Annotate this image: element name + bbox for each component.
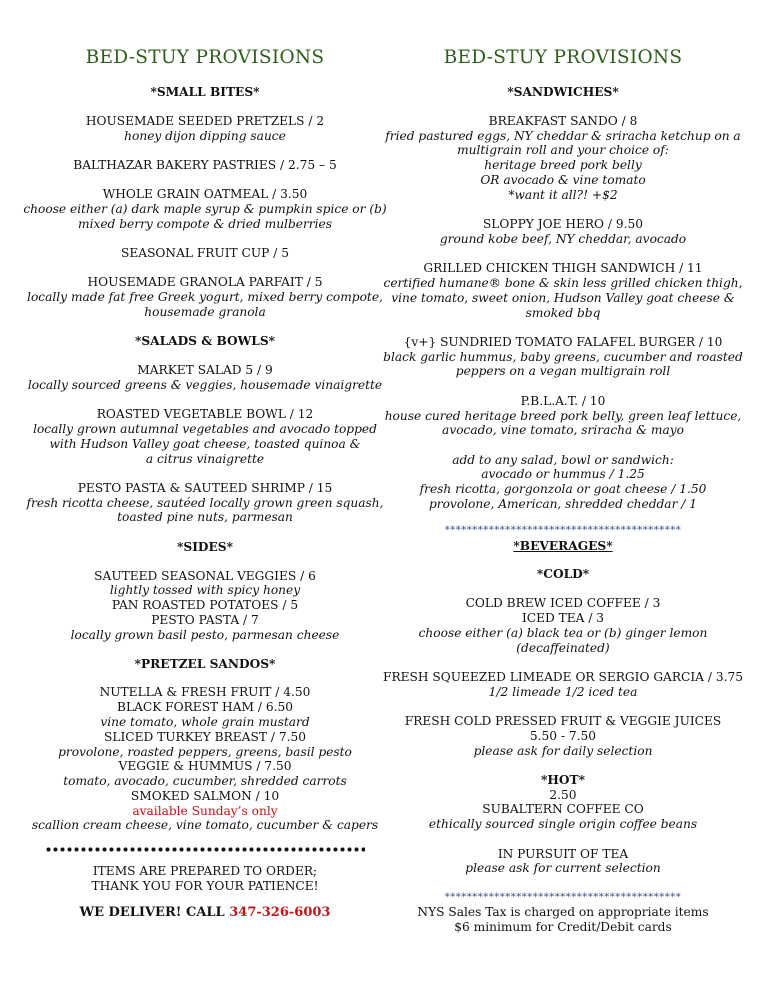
beverage-name: IN PURSUIT OF TEA — [497, 846, 629, 861]
menu-item-name: SAUTEED SEASONAL VEGGIES / 6 — [94, 568, 316, 583]
menu-item-description: fried pastured eggs, NY cheddar & sriracha ketchup on a — [385, 128, 741, 143]
beverage-name: 2.50 — [549, 787, 577, 802]
menu-item-name: NUTELLA & FRESH FRUIT / 4.50 — [99, 685, 311, 700]
beverage-description: please ask for daily selection — [473, 743, 653, 758]
menu-item-description: ground kobe beef, NY cheddar, avocado — [439, 231, 687, 246]
menu-item-name: WHOLE GRAIN OATMEAL / 3.50 — [102, 187, 308, 202]
beverage-item — [380, 596, 746, 655]
hot-beverages-list — [380, 788, 746, 891]
menu-item-description: a citrus vinaigrette — [145, 451, 265, 466]
menu-item-description: vine tomato, sweet onion, Hudson Valley goat cheese & — [391, 290, 735, 305]
menu-item-description: lightly tossed with spicy honey — [109, 583, 301, 598]
menu-item-description: locally grown basil pesto, parmesan cheese — [70, 627, 340, 642]
add-ons-list — [380, 453, 746, 512]
beverage-name: FRESH COLD PRESSED FRUIT & VEGGIE JUICES — [404, 714, 722, 728]
menu-title-left: BED-STUY PROVISIONS — [85, 47, 325, 68]
sales-tax-note: NYS Sales Tax is charged on appropriate items — [417, 905, 709, 920]
menu-item-name: GRILLED CHICKEN THIGH SANDWICH / 11 — [423, 261, 703, 276]
add-on-option: avocado or hummus / 1.25 — [481, 467, 645, 482]
menu-item-description: house cured heritage breed pork belly, green leaf lettuce, — [384, 408, 742, 423]
pretzel-sandos-list — [22, 685, 388, 833]
section-heading-cold: *COLD* — [536, 567, 590, 582]
menu-item-name: SMOKED SALMON / 10 — [130, 788, 280, 803]
menu-item — [22, 481, 388, 525]
section-heading-small-bites: *SMALL BITES* — [150, 85, 260, 99]
beverage-name: SUBALTERN COFFEE CO — [482, 802, 644, 817]
delivery-label: WE DELIVER! CALL — [79, 904, 225, 920]
menu-item-name: ROASTED VEGETABLE BOWL / 12 — [96, 407, 314, 422]
sides-list — [22, 569, 388, 643]
card-minimum-note: $6 minimum for Credit/Debit cards — [454, 920, 672, 935]
availability-note: available Sunday’s only — [132, 803, 278, 818]
sandwiches-list — [380, 114, 746, 453]
delivery-line — [22, 906, 388, 921]
beverage-description: 1/2 limeade 1/2 iced tea — [488, 684, 638, 699]
menu-item — [22, 187, 388, 231]
beverage-name: FRESH SQUEEZED LIMEADE OR SERGIO GARCIA / 3.75 — [383, 669, 743, 684]
menu-item-description: locally made fat free Greek yogurt, mixed berry compote, — [27, 290, 383, 305]
add-on-option: provolone, American, shredded cheddar / 1 — [428, 497, 698, 512]
menu-item — [22, 158, 388, 173]
menu-item-description: scallion cream cheese, vine tomato, cucumber & capers — [31, 818, 379, 833]
menu-item-name: BALTHAZAR BAKERY PASTRIES / 2.75 – 5 — [73, 157, 337, 172]
beverage-name: ICED TEA / 3 — [521, 611, 605, 626]
beverage-description: please ask for current selection — [465, 861, 661, 876]
section-heading-sides: *SIDES* — [177, 539, 233, 554]
small-bites-list — [22, 114, 388, 334]
menu-item-description: vine tomato, whole grain mustard — [100, 714, 310, 729]
menu-item-description: choose either (a) dark maple syrup & pumpkin spice or (b) — [23, 201, 387, 216]
star-divider: ******************************************* — [444, 524, 682, 536]
menu-item-description: mixed berry compote & dried mulberries — [78, 216, 332, 231]
star-divider-footer: ******************************************* — [444, 891, 682, 903]
menu-item-name: SEASONAL FRUIT CUP / 5 — [121, 246, 289, 261]
section-heading-beverages: *BEVERAGES* — [513, 538, 613, 553]
menu-item-name: PAN ROASTED POTATOES / 5 — [111, 598, 299, 613]
menu-item — [380, 217, 746, 247]
section-heading-hot: *HOT* — [541, 772, 585, 787]
menu-item-name: PESTO PASTA / 7 — [151, 612, 259, 627]
menu-item-description: toasted pine nuts, parmesan — [117, 510, 293, 525]
beverage-item — [380, 714, 746, 758]
menu-item-description: with Hudson Valley goat cheese, toasted quinoa & — [49, 436, 361, 451]
menu-item-description: locally grown autumnal vegetables and avocado topped — [33, 421, 377, 436]
menu-item-description: provolone, roasted peppers, greens, basil pesto — [58, 744, 352, 759]
menu-item-description: tomato, avocado, cucumber, shredded carrots — [63, 774, 347, 789]
beverage-description: (decaffeinated) — [516, 640, 610, 655]
menu-item-name: SLOPPY JOE HERO / 9.50 — [482, 217, 644, 232]
menu-item — [22, 275, 388, 319]
menu-item — [380, 394, 746, 438]
menu-item-description: housemade granola — [144, 304, 266, 319]
menu-item — [380, 335, 746, 379]
beverage-name: COLD BREW ICED COFFEE / 3 — [465, 596, 661, 611]
menu-item-name: BREAKFAST SANDO / 8 — [488, 113, 638, 128]
prepared-to-order-note: ITEMS ARE PREPARED TO ORDER; — [92, 864, 318, 879]
menu-item-name: VEGGIE & HUMMUS / 7.50 — [118, 759, 292, 774]
beverage-item — [380, 847, 746, 877]
menu-item — [22, 114, 388, 144]
beverage-item — [380, 670, 746, 700]
add-on-option: add to any salad, bowl or sandwich: — [452, 452, 674, 467]
menu-item-description: locally sourced greens & veggies, housemade vinaigrette — [27, 377, 383, 392]
menu-item — [22, 407, 388, 466]
menu-item-description: OR avocado & vine tomato — [480, 172, 646, 187]
menu-item-name: HOUSEMADE SEEDED PRETZELS / 2 — [85, 113, 325, 128]
beverage-description: ethically sourced single origin coffee beans — [428, 817, 698, 832]
menu-item — [22, 363, 388, 393]
right-menu-column — [380, 0, 746, 935]
beverage-name: 5.50 - 7.50 — [529, 728, 597, 743]
menu-item — [22, 246, 388, 261]
menu-item-description: certified humane® bone & skin less grilled chicken thigh, — [383, 275, 743, 290]
salads-list — [22, 363, 388, 540]
thank-you-note: THANK YOU FOR YOUR PATIENCE! — [91, 879, 319, 894]
menu-item-name: BLACK FOREST HAM / 6.50 — [117, 700, 293, 715]
section-heading-sandwiches: *SANDWICHES* — [507, 85, 619, 99]
menu-item-name: MARKET SALAD 5 / 9 — [137, 363, 273, 378]
add-on-option: fresh ricotta, gorgonzola or goat cheese / 1.50 — [419, 482, 707, 497]
menu-item-name: HOUSEMADE GRANOLA PARFAIT / 5 — [87, 275, 323, 290]
delivery-phone-number[interactable]: 347-326-6003 — [229, 904, 331, 920]
menu-item — [380, 114, 746, 203]
section-heading-salads-bowls: *SALADS & BOWLS* — [134, 334, 276, 349]
cold-beverages-list — [380, 596, 746, 773]
menu-item-name: PESTO PASTA & SAUTEED SHRIMP / 15 — [77, 480, 333, 495]
menu-item — [380, 261, 746, 320]
menu-title-right: BED-STUY PROVISIONS — [443, 47, 683, 68]
beverage-description: choose either (a) black tea or (b) ginger lemon — [418, 625, 708, 640]
menu-item-description: black garlic hummus, baby greens, cucumber and roasted — [383, 349, 743, 364]
menu-item-name: P.B.L.A.T. / 10 — [520, 393, 606, 408]
beverage-item — [380, 788, 746, 832]
menu-item-description: heritage breed pork belly — [484, 158, 642, 173]
left-menu-column — [22, 0, 388, 921]
menu-item-description: *want it all?! +$2 — [508, 187, 618, 202]
menu-item-name: {v+} SUNDRIED TOMATO FALAFEL BURGER / 10 — [403, 334, 723, 349]
menu-item-description: smoked bbq — [525, 305, 601, 320]
section-heading-pretzel-sandos: *PRETZEL SANDOS* — [134, 656, 276, 671]
menu-item-description: avocado, vine tomato, sriracha & mayo — [442, 423, 684, 438]
menu-item-description: honey dijon dipping sauce — [124, 128, 286, 143]
menu-item-name: SLICED TURKEY BREAST / 7.50 — [104, 729, 306, 744]
menu-item-description: multigrain roll and your choice of: — [457, 143, 669, 158]
menu-item-description: fresh ricotta cheese, sautéed locally grown green squash, — [26, 495, 384, 510]
menu-item-description: peppers on a vegan multigrain roll — [455, 364, 671, 379]
